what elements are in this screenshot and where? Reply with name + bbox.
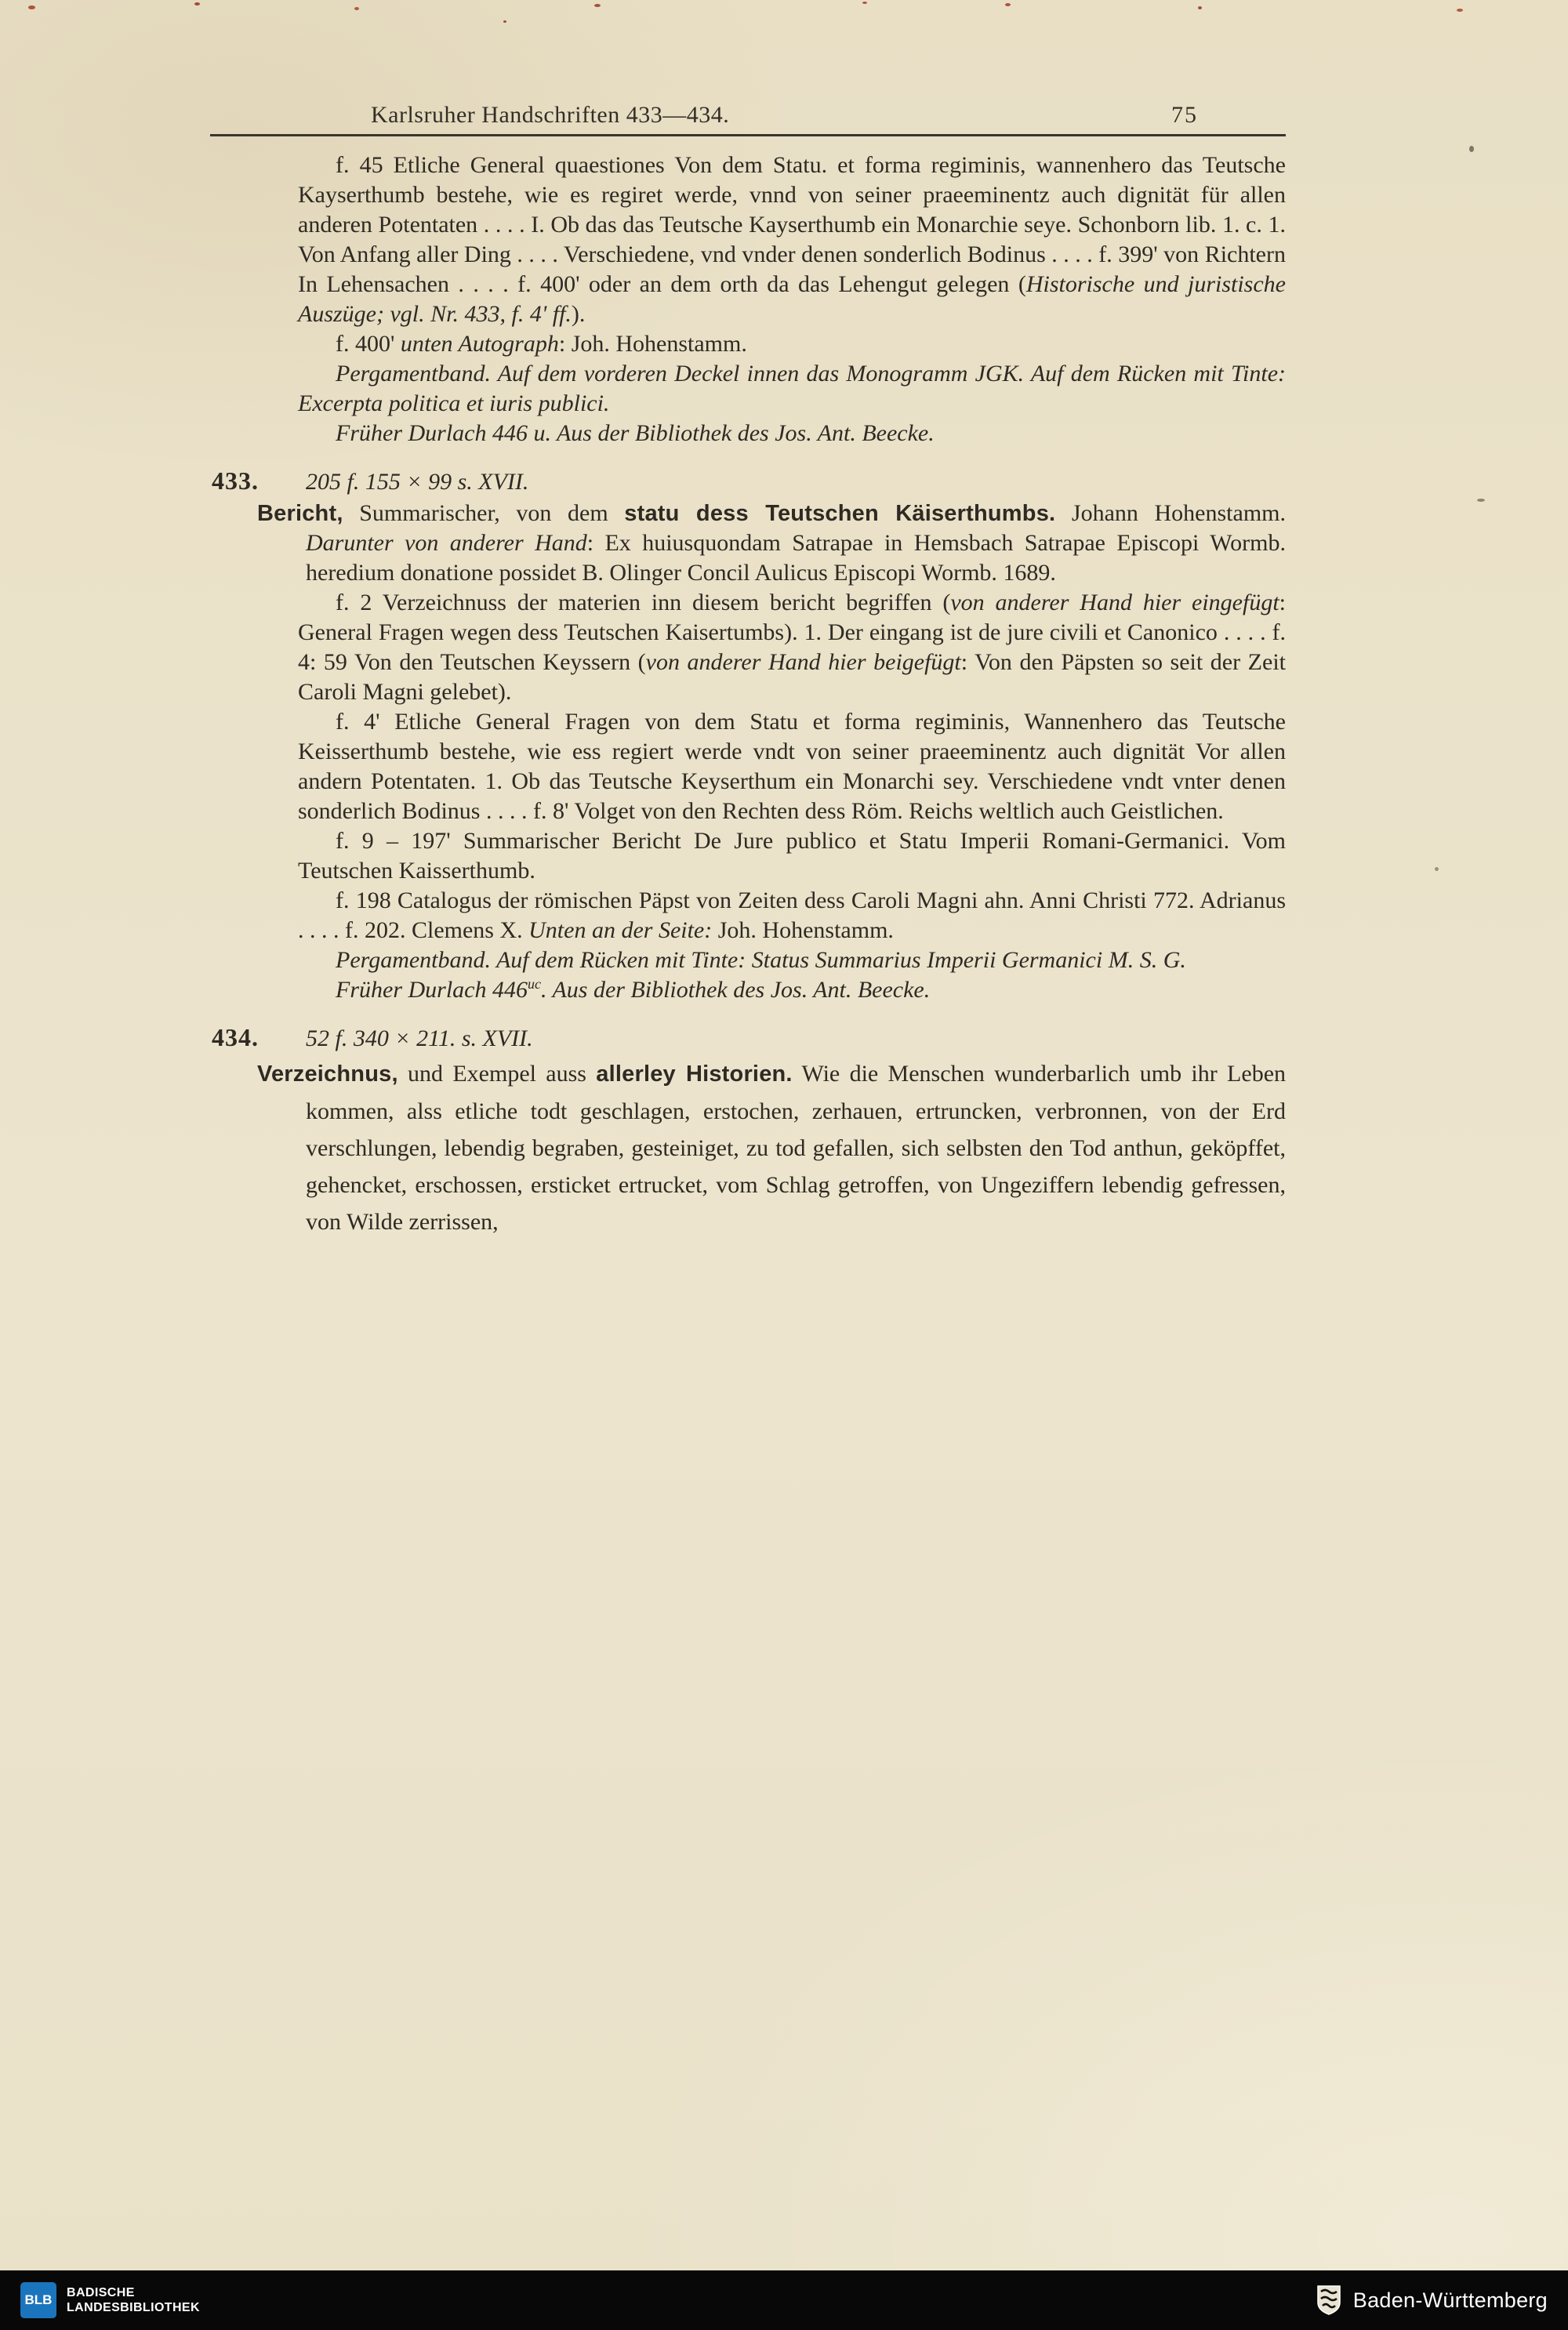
scan-speck [862,2,867,4]
entry-number: 433. [212,466,259,495]
text-segment: : Von den Päpsten so seit der Zeit Caroli Magni gelebet). [298,649,1286,705]
entry-collation: 205 f. 155 × 99 s. XVII. [306,469,529,495]
scan-speck [1435,867,1439,871]
text-segment: uc [527,976,541,992]
text-segment: Früher Durlach 446 [336,977,528,1003]
text-segment: Joh. Hohenstamm. [712,917,894,943]
text-segment: : General Fragen wegen dess Teutschen Kaisertumbs). 1. Der eingang ist de jure civili et Canonico . . . . f. 4: 59 Von den Teutschen Keyssern ( [298,590,1286,675]
text-segment: Bericht, [257,501,343,526]
text-segment: Unten an der Seite: [528,917,713,943]
scan-speck [1469,146,1474,152]
page-number: 75 [1171,102,1198,128]
state-label: Baden-Württemberg [1352,2288,1548,2312]
footer-state-block [1316,2285,1548,2316]
entry-heading [212,466,1286,497]
running-head-title: Karlsruher Handschriften 433—434. [371,102,730,128]
scan-speck [1457,9,1463,12]
text-segment: f. 198 Catalogus der römischen Päpst von Zeiten dess Caroli Magni ahn. Anni Christi 772. Adrianus . . . . f. 202. Clemens X. [298,887,1286,943]
text-segment: allerley Historien. [596,1062,793,1087]
text-segment: Pergamentband. Auf dem vorderen Deckel innen das Monogramm JGK. Auf dem Rücken mit Tinte: Excerpta politica et iuris publici. [298,361,1286,416]
text-segment: f. 4' Etliche General Fragen von dem Statu et forma regiminis, Wannenhero das Teutsche Keisserthumb bestehe, wie ess regiert werde vndt von seiner praeeminentz auch dignität Vor allen andern Potentaten. 1. Ob das Teutsche Keyserthum ein Monarchi sey. Verschiedene vndt vnter denen sonderlich Bodinus . . . . f. 8' Volget von den Rechten dess Röm. Reichs weltlich auch Geistlichen. [298,709,1286,824]
scan-speck [28,5,35,9]
text-segment: ). [571,301,586,327]
paragraph [298,886,1286,945]
library-name-line2: LANDESBIBLIOTHEK [67,2301,200,2314]
text-segment: Verzeichnus, [257,1062,398,1087]
paragraph [298,945,1286,975]
text-segment: f. 45 Etliche General quaestiones Von dem Statu. et forma regiminis, wannenhero das Teutsche Kayserthumb bestehe, wie es regiret werde, vnnd von seiner praeeminentz auch dignität für allen anderen Potentaten . . . . I. Ob das das Teutsche Kayserthumb ein Monarchie seye. Schonborn lib. 1. c. 1. Von Anfang aller Ding . . . . Verschiedene, vnd vnder denen sonderlich Bodinus . . . . f. 399' von Richtern In Lehensachen . . . . f. 400' oder an dem orth da das Lehengut gelegen ( [298,152,1286,297]
text-segment: Pergamentband. Auf dem Rücken mit Tinte: Status Summarius Imperii Germanici M. S. G. [336,947,1186,973]
scan-speck [1477,499,1485,502]
entry-heading [212,1022,1286,1054]
text-segment: . Aus der Bibliothek des Jos. Ant. Beecke. [540,977,931,1003]
text-segment: f. 2 Verzeichnuss der materien inn diesem bericht begriffen ( [336,590,951,615]
blb-logo-text: BLB [24,2292,53,2307]
text-segment: : Joh. Hohenstamm. [558,331,747,357]
text-segment: f. 400' [336,331,401,357]
paragraph [298,151,1286,329]
scan-speck [194,2,200,5]
scan-speck [503,20,506,23]
text-segment: f. 9 – 197' Summarischer Bericht De Jure publico et Statu Imperii Romani-Germanici. Vom Teutschen Kaisserthumb. [298,828,1286,884]
library-name-line1: BADISCHE [67,2286,135,2299]
paragraph [257,499,1286,588]
scan-speck [354,7,359,10]
blb-logo [20,2282,56,2318]
text-segment: Früher Durlach 446 u. Aus der Bibliothek des Jos. Ant. Beecke. [336,420,935,446]
text-segment: Historische und juristische Auszüge; vgl. Nr. 433, f. 4' ff. [298,271,1286,327]
paragraph [298,975,1286,1005]
text-segment: Summarischer, von dem [343,500,625,526]
text-segment: : Ex huiusquondam Satrapae in Hemsbach Satrapae Episcopi Wormb. heredium donatione possidet B. Olinger Concil Aulicus Episcopi Wormb. 1689. [306,530,1286,586]
entry-number: 434. [212,1023,259,1051]
text-segment: statu dess Teutschen Käiserthumbs. [624,501,1056,526]
paragraph [298,329,1286,359]
footer-bar [0,2270,1568,2330]
running-head [210,102,1286,135]
text-segment: von anderer Hand hier beigefügt [645,649,961,675]
paragraph [298,826,1286,886]
text-segment: Wie die Menschen wunderbarlich umb ihr Leben kommen, alss etliche todt geschlagen, erstochen, zerhauen, ertruncken, verbronnen, von der Erd verschlungen, lebendig begraben, gesteiniget, zu tod gefallen, sich selbsten den Tod anthun, geköpffet, gehencket, erschossen, ersticket ertrucket, vom Schlag getroffen, von Ungeziffern lebendig gefressen, von Wilde zerrissen, [306,1061,1287,1235]
paragraph [298,419,1286,448]
library-name [67,2285,200,2315]
footer-library-block [20,2282,200,2318]
paragraph [257,1055,1287,1240]
text-segment: und Exempel auss [397,1061,597,1087]
scan-speck [1198,6,1202,9]
scan-speck [1005,3,1011,6]
text-segment: Darunter von anderer Hand [306,530,587,556]
entry-collation: 52 f. 340 × 211. s. XVII. [306,1025,533,1051]
header-rule [210,134,1286,136]
paragraph [298,707,1286,826]
paragraph [298,359,1286,419]
text-segment: Johann Hohenstamm. [1055,500,1286,526]
text-segment: von anderer Hand hier eingefügt [950,590,1279,615]
text-segment: unten Autograph [400,331,559,357]
paragraph [298,588,1286,707]
bw-coat-of-arms-icon [1316,2285,1342,2316]
content-column [212,151,1286,1240]
scan-speck [594,4,601,7]
